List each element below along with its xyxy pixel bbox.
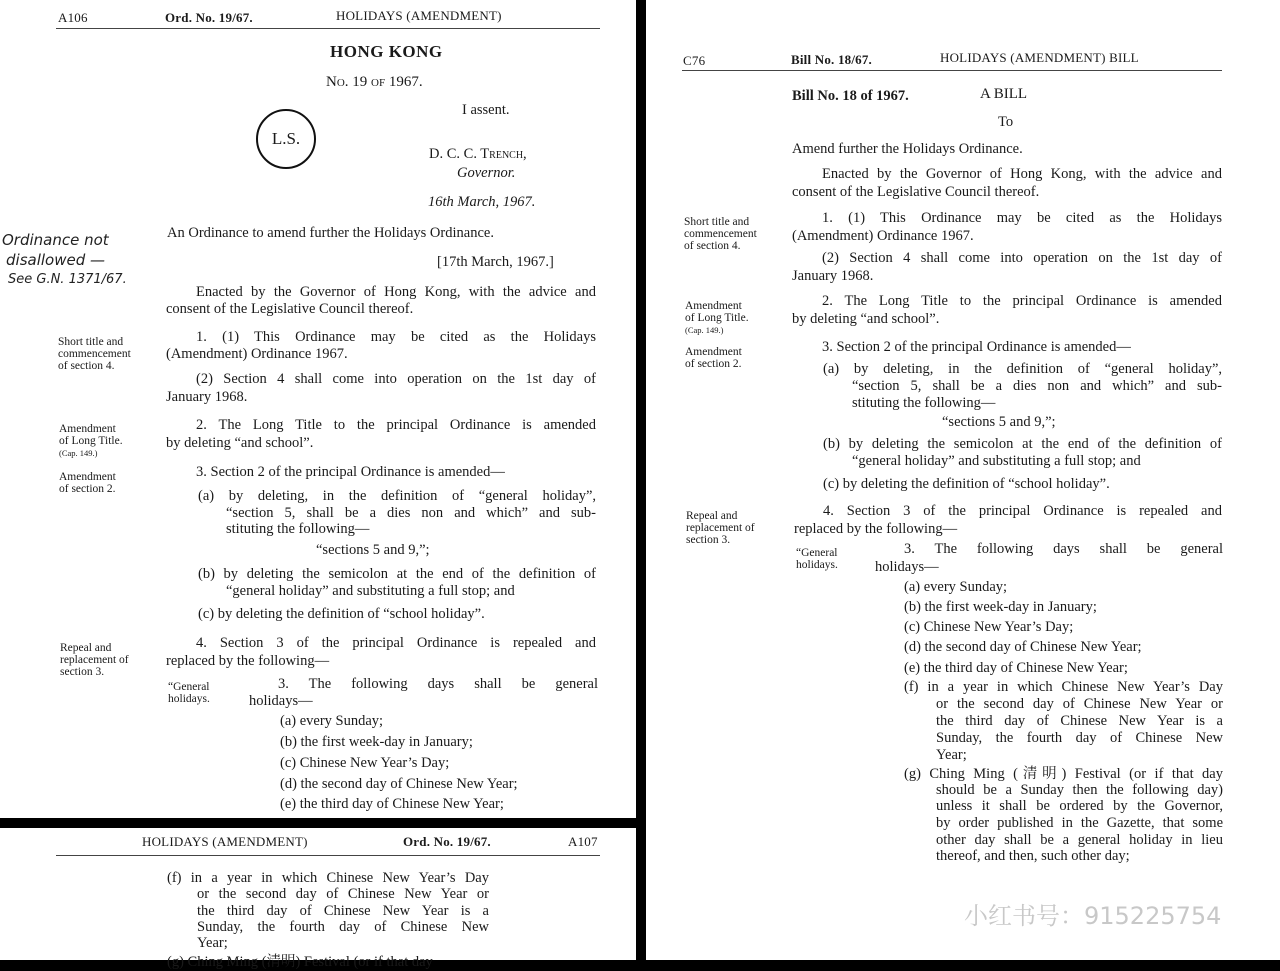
holiday-item-f: (f) in a year in which Chinese New Year’s Day [904, 679, 1223, 695]
margin-line: (Cap. 149.) [685, 325, 724, 335]
section-4: 4. Section 3 of the principal Ordinance is repealed and [196, 635, 596, 651]
holiday-item-g-cont: should be a Sunday then the following day) [936, 782, 1223, 798]
bill-number: Bill No. 18 of 1967. [792, 88, 909, 104]
section-3-b-cont: “general holiday” and substituting a full stop; and [852, 453, 1141, 469]
section-3-a-cont: stituting the following— [852, 395, 996, 411]
section-3-c: (c) by deleting the definition of “school holiday”. [823, 476, 1110, 492]
section-4: 4. Section 3 of the principal Ordinance is repealed and [823, 503, 1222, 519]
ordinance-number-header: Ord. No. 19/67. [403, 834, 491, 849]
section-3-a-cont: “section 5, shall be a dies non and which” and sub- [852, 378, 1222, 394]
new-section-3-cont: holidays— [249, 693, 313, 709]
enacting-line: consent of the Legislative Council thereof. [166, 301, 414, 317]
section-4-cont: replaced by the following— [794, 521, 958, 537]
section-3-b: (b) by deleting the semicolon at the end of the definition of [198, 566, 596, 582]
holiday-item: (d) the second day of Chinese New Year; [280, 776, 518, 792]
margin-line: of section 2. [59, 483, 116, 495]
margin-line: Amendment [59, 423, 116, 435]
holiday-item-f-cont: or the second day of Chinese New Year or [197, 886, 489, 902]
section-3-intro: 3. Section 2 of the principal Ordinance is amended— [196, 464, 505, 480]
header-rule [56, 855, 600, 856]
holiday-item-f-cont: Year; [197, 935, 228, 951]
enacting-line: consent of the Legislative Council thereof. [792, 184, 1040, 200]
margin-line: Repeal and [60, 642, 112, 654]
holiday-item-f-cont: the third day of Chinese New Year is a [197, 903, 489, 919]
page-number: C76 [683, 53, 706, 68]
margin-note-long-title [685, 300, 749, 336]
section-3-a-cont: “section 5, shall be a dies non and which” and sub- [226, 505, 596, 521]
margin-note-short-title [58, 336, 131, 372]
margin-note-general-holidays [796, 547, 838, 571]
enacting-line: Enacted by the Governor of Hong Kong, with the advice and [822, 166, 1222, 182]
section-1-1-cont: (Amendment) Ordinance 1967. [792, 228, 974, 244]
holiday-item-f-cont: Sunday, the fourth day of Chinese New [197, 919, 489, 935]
bill-number-header: Bill No. 18/67. [791, 52, 873, 67]
section-1-1: 1. (1) This Ordinance may be cited as the Holidays [822, 210, 1222, 226]
margin-line: Short title and [684, 216, 750, 228]
section-4-cont: replaced by the following— [166, 653, 330, 669]
ordinance-number: No. 19 of 1967. [326, 74, 423, 90]
running-title: HOLIDAYS (AMENDMENT) [142, 834, 308, 849]
header-rule [682, 70, 1222, 71]
holiday-item-g: (g) Ching Ming (清明) Festival (or if that day [904, 766, 1223, 782]
holiday-item: (e) the third day of Chinese New Year; [280, 796, 504, 812]
long-title: An Ordinance to amend further the Holidays Ordinance. [167, 225, 494, 241]
margin-line: Repeal and [686, 510, 738, 522]
margin-line: section 3. [60, 666, 105, 678]
section-3-b-cont: “general holiday” and substituting a full stop; and [226, 583, 515, 599]
section-3-b: (b) by deleting the semicolon at the end of the definition of [823, 436, 1222, 452]
page-c76 [646, 0, 1280, 960]
running-title: HOLIDAYS (AMENDMENT) [336, 8, 502, 23]
watermark-id: 号：915225754 [1036, 902, 1222, 930]
new-section-3: 3. The following days shall be general [904, 541, 1223, 557]
margin-line: “General [168, 681, 210, 693]
country-heading: HONG KONG [330, 42, 443, 61]
section-1-1: 1. (1) This Ordinance may be cited as the Holidays [196, 329, 596, 345]
handwritten-note [2, 230, 127, 290]
new-section-3: 3. The following days shall be general [278, 676, 598, 692]
page-number: A107 [568, 834, 598, 849]
holiday-item-g-partial: (g) Ching Ming (清明) Festival (or if that day [167, 954, 433, 970]
handwritten-line: disallowed — [6, 251, 105, 269]
long-title: Amend further the Holidays Ordinance. [792, 141, 1023, 157]
holiday-item: (e) the third day of Chinese New Year; [904, 660, 1128, 676]
margin-line: replacement of [686, 522, 755, 534]
handwritten-line: Ordinance not [2, 231, 109, 249]
running-title: HOLIDAYS (AMENDMENT) BILL [940, 50, 1139, 65]
section-3-c: (c) by deleting the definition of “school holiday”. [198, 606, 485, 622]
margin-line: “General [796, 547, 838, 559]
margin-note-general-holidays [168, 681, 210, 705]
holiday-item: (c) Chinese New Year’s Day; [904, 619, 1074, 635]
margin-note-section-2 [59, 471, 116, 495]
assent-text: I assent. [462, 102, 510, 118]
holiday-item-f-cont: Year; [936, 747, 967, 763]
margin-note-section-3 [686, 510, 755, 546]
margin-line: Amendment [685, 300, 742, 312]
handwritten-line: See G.N. 1371/67. [8, 272, 127, 287]
section-3-intro: 3. Section 2 of the principal Ordinance is amended— [822, 339, 1131, 355]
holiday-item: (a) every Sunday; [904, 579, 1008, 595]
margin-line: Amendment [59, 471, 116, 483]
section-2: 2. The Long Title to the principal Ordinance is amended [822, 293, 1222, 309]
holiday-item-g-cont: unless it shall be ordered by the Governor, [936, 798, 1223, 814]
margin-line: commencement [58, 348, 131, 360]
holiday-item-g-cont: by order published in the Gazette, that some [936, 815, 1223, 831]
section-1-2: (2) Section 4 shall come into operation on the 1st day of [822, 250, 1222, 266]
holiday-item: (c) Chinese New Year’s Day; [280, 755, 450, 771]
holiday-item: (a) every Sunday; [280, 713, 384, 729]
holiday-item-g-cont: other day shall be a general holiday in lieu [936, 832, 1223, 848]
header-rule [56, 28, 600, 29]
commencement-date: [17th March, 1967.] [437, 254, 554, 270]
a-bill-heading: A BILL [980, 86, 1028, 102]
margin-note-short-title [684, 216, 757, 252]
watermark-brand: 小红书 [964, 902, 1036, 930]
section-2: 2. The Long Title to the principal Ordinance is amended [196, 417, 596, 433]
section-1-2: (2) Section 4 shall come into operation on the 1st day of [196, 371, 596, 387]
section-1-2-cont: January 1968. [166, 389, 248, 405]
holiday-item: (b) the first week-day in January; [904, 599, 1097, 615]
margin-line: replacement of [60, 654, 129, 666]
new-section-3-cont: holidays— [875, 559, 939, 575]
section-1-1-cont: (Amendment) Ordinance 1967. [166, 346, 348, 362]
to-heading: To [998, 114, 1014, 130]
holiday-item: (d) the second day of Chinese New Year; [904, 639, 1142, 655]
governor-name: D. C. C. Trench, [429, 146, 527, 162]
margin-line: commencement [684, 228, 757, 240]
page-number: A106 [58, 10, 88, 25]
margin-line: of Long Title. [685, 312, 749, 324]
holiday-item-f-cont: the third day of Chinese New Year is a [936, 713, 1223, 729]
margin-note-section-3 [60, 642, 129, 678]
margin-line: holidays. [168, 693, 210, 705]
margin-line: (Cap. 149.) [59, 448, 98, 458]
section-3-a: (a) by deleting, in the definition of “general holiday”, [198, 488, 596, 504]
seal-label: L.S. [271, 129, 301, 148]
assent-date: 16th March, 1967. [428, 194, 536, 210]
holiday-item-f-cont: or the second day of Chinese New Year or [936, 696, 1223, 712]
section-3-a-cont: stituting the following— [226, 521, 370, 537]
section-2-cont: by deleting “and school”. [166, 435, 314, 451]
holiday-item-g-cont: thereof, and then, such other day; [936, 848, 1130, 864]
section-3-a-quote: “sections 5 and 9,”; [942, 414, 1056, 430]
page-a106 [0, 0, 636, 818]
watermark [964, 896, 1221, 931]
margin-line: Amendment [685, 346, 742, 358]
margin-line: holidays. [796, 559, 838, 571]
section-2-cont: by deleting “and school”. [792, 311, 940, 327]
margin-note-long-title [59, 423, 123, 459]
holiday-item-f: (f) in a year in which Chinese New Year’s Day [167, 870, 489, 886]
holiday-item-f-cont: Sunday, the fourth day of Chinese New [936, 730, 1223, 746]
ordinance-number-header: Ord. No. 19/67. [165, 10, 253, 25]
governor-title: Governor. [457, 165, 516, 181]
margin-line: Short title and [58, 336, 124, 348]
margin-line: of section 4. [58, 360, 115, 372]
holiday-item: (b) the first week-day in January; [280, 734, 473, 750]
margin-line: section 3. [686, 534, 731, 546]
section-3-a: (a) by deleting, in the definition of “general holiday”, [823, 361, 1222, 377]
section-3-a-quote: “sections 5 and 9,”; [316, 542, 430, 558]
margin-line: of Long Title. [59, 435, 123, 447]
page-a107 [0, 828, 636, 970]
margin-note-section-2 [685, 346, 742, 370]
margin-line: of section 4. [684, 240, 741, 252]
seal-stamp [256, 109, 316, 169]
enacting-line: Enacted by the Governor of Hong Kong, with the advice and [196, 284, 596, 300]
margin-line: of section 2. [685, 358, 742, 370]
section-1-2-cont: January 1968. [792, 268, 874, 284]
